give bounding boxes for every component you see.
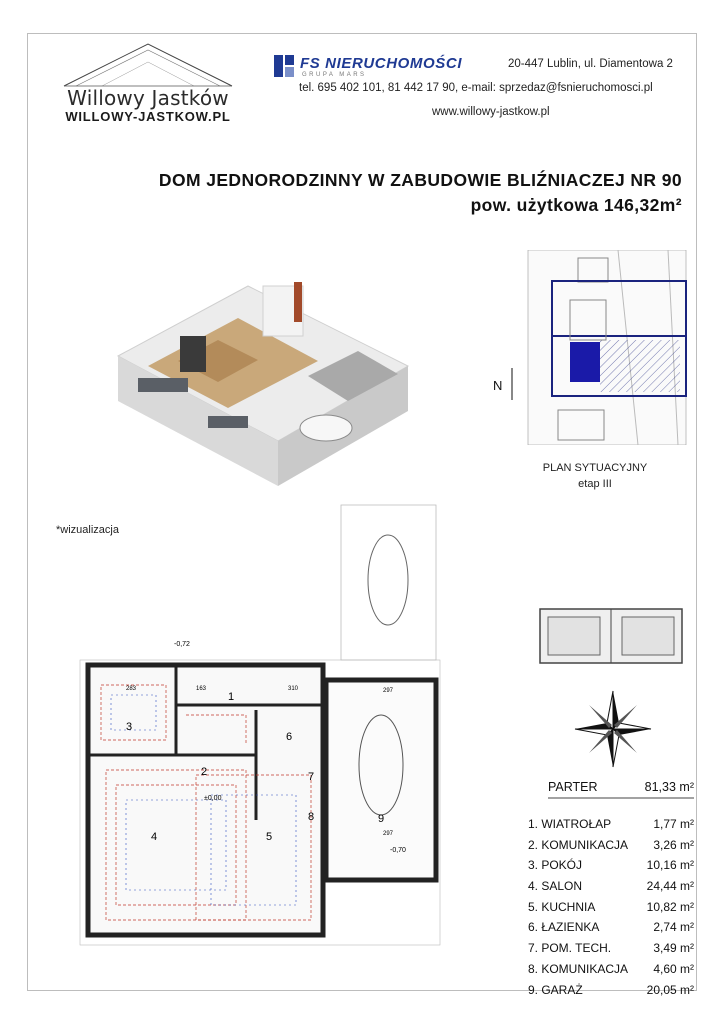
- floor-area: 81,33 m²: [644, 780, 694, 794]
- plan-room-number: 7: [308, 771, 315, 783]
- compass-rose-icon: [570, 686, 656, 772]
- plan-room-number: 1: [228, 691, 235, 703]
- room-list: [528, 817, 694, 1003]
- room-area: 4,60 m²: [653, 961, 694, 976]
- room-area: 2,74 m²: [653, 920, 694, 935]
- dimension-label: 283: [126, 686, 137, 692]
- plan-room-number: 4: [151, 831, 158, 843]
- site-plan-stage: etap III: [578, 478, 612, 490]
- room-row: [528, 941, 694, 962]
- site-plan-map: [488, 250, 688, 445]
- floor-label: PARTER: [548, 780, 598, 794]
- room-name: 7. POM. TECH.: [528, 941, 612, 956]
- plan-room-number: 9: [378, 813, 385, 825]
- room-name: 9. GARAŻ: [528, 982, 583, 997]
- company-contact: tel. 695 402 101, 81 442 17 90, e-mail: sprzedaz@fsnieruchomosci.pl: [299, 82, 653, 94]
- floor-summary: [548, 780, 694, 794]
- logo-name: Willowy Jastków: [67, 86, 229, 110]
- room-area: 20,05 m²: [646, 982, 694, 997]
- site-plan-caption: PLAN SYTUACYJNY: [542, 462, 648, 474]
- plan-room-number: 6: [286, 731, 293, 743]
- plan-room-number: 2: [201, 766, 208, 778]
- house-visualization-image: [108, 256, 420, 496]
- level-mark: -0,72: [174, 641, 190, 648]
- room-name: 1. WIATROŁAP: [528, 817, 612, 831]
- company-logo-icon: [274, 55, 296, 77]
- dimension-label: 310: [288, 686, 299, 692]
- dimension-label: 297: [383, 831, 394, 837]
- company-group: GRUPA MARS: [302, 72, 367, 78]
- website-link[interactable]: www.willowy-jastkow.pl: [432, 106, 550, 118]
- logo-url[interactable]: WILLOWY-JASTKOW.PL: [65, 109, 231, 124]
- room-name: 3. POKÓJ: [528, 858, 583, 873]
- room-name: 8. KOMUNIKACJA: [528, 961, 629, 976]
- room-row: [528, 900, 694, 921]
- key-plan-thumbnail: [538, 605, 684, 667]
- room-name: 5. KUCHNIA: [528, 899, 596, 914]
- level-mark: -0,70: [390, 847, 406, 854]
- room-area: 3,26 m²: [653, 837, 694, 852]
- room-row: [528, 920, 694, 941]
- dimension-label: 163: [196, 686, 207, 692]
- visualization-note: *wizualizacja: [56, 524, 119, 536]
- level-mark: ±0,00: [204, 795, 222, 802]
- room-area: 24,44 m²: [646, 879, 694, 894]
- logo-roof-graphic: [62, 42, 234, 88]
- floor-summary-divider: [548, 797, 694, 799]
- north-indicator: N: [493, 378, 503, 393]
- plan-room-number: 3: [126, 721, 133, 733]
- room-row: [528, 838, 694, 859]
- room-area: 10,82 m²: [646, 899, 694, 914]
- plan-room-number: 5: [266, 831, 273, 843]
- dimension-label: 297: [383, 688, 394, 694]
- room-row: [528, 858, 694, 879]
- room-row: [528, 962, 694, 983]
- floor-plan-drawing: [56, 500, 506, 960]
- room-name: 4. SALON: [528, 879, 583, 894]
- company-name: FS NIERUCHOMOŚCI: [300, 55, 463, 72]
- room-area: 3,49 m²: [653, 941, 694, 956]
- room-name: 6. ŁAZIENKA: [528, 920, 600, 935]
- usable-area: pow. użytkowa 146,32m²: [470, 195, 682, 215]
- room-row: [528, 983, 694, 1004]
- plan-room-number: 8: [308, 811, 315, 823]
- room-row: [528, 879, 694, 900]
- room-name: 2. KOMUNIKACJA: [528, 837, 629, 852]
- company-address: 20-447 Lublin, ul. Diamentowa 2: [508, 58, 673, 70]
- room-area: 1,77 m²: [653, 817, 694, 831]
- room-row: [528, 817, 694, 838]
- page-title: DOM JEDNORODZINNY W ZABUDOWIE BLIŹNIACZEJ NR 90: [158, 170, 682, 190]
- room-area: 10,16 m²: [646, 858, 694, 873]
